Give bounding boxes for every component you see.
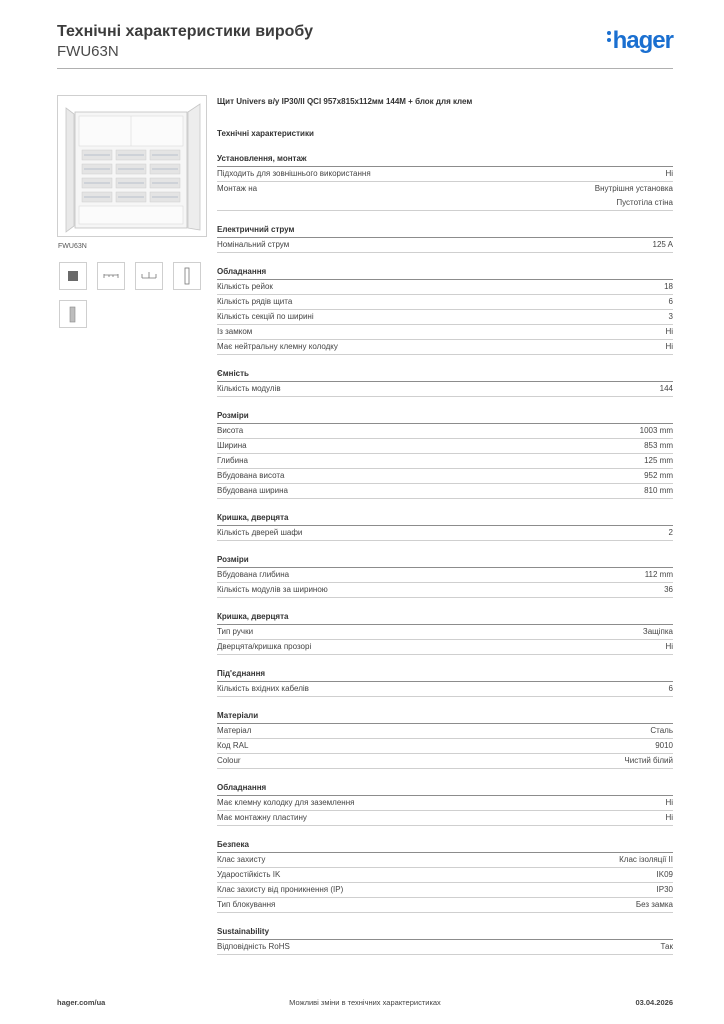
spec-row (217, 526, 673, 541)
spec-label: Код RAL (217, 741, 249, 750)
spec-label: Має нейтральну клемну колодку (217, 342, 338, 351)
spec-section (217, 553, 673, 598)
spec-row (217, 625, 673, 640)
spec-label: Монтаж на (217, 184, 258, 193)
spec-label: Кількість секцій по ширині (217, 312, 314, 321)
spec-row (217, 469, 673, 484)
spec-row (217, 811, 673, 826)
spec-value: Ні (665, 642, 673, 651)
spec-value: IP30 (656, 885, 673, 894)
spec-value: Ні (665, 169, 673, 178)
footer-note: Можливі зміни в технічних характеристиках (289, 998, 441, 1007)
spec-row (217, 167, 673, 182)
spec-row (217, 280, 673, 295)
spec-row (217, 484, 673, 499)
spec-row (217, 868, 673, 883)
logo-text: hager (612, 27, 673, 54)
spec-label: Вбудована висота (217, 471, 285, 480)
spec-section (217, 152, 673, 211)
spec-row (217, 382, 673, 397)
spec-value: Ні (665, 342, 673, 351)
thumbnail-side-profile[interactable] (59, 300, 87, 328)
spec-label: Має монтажну пластину (217, 813, 307, 822)
spec-row (217, 454, 673, 469)
thumbnail-front-view[interactable] (59, 262, 87, 290)
logo-dots-icon (607, 31, 611, 45)
spec-section (217, 838, 673, 913)
page-header (57, 22, 673, 66)
spec-label: Відповідність RoHS (217, 942, 290, 951)
spec-heading: Технічні характеристики (217, 129, 314, 138)
spec-label: Кількість вхідних кабелів (217, 684, 309, 693)
section-title: Обладнання (217, 781, 673, 796)
spec-row (217, 940, 673, 955)
spec-value: 112 mm (644, 570, 673, 579)
spec-value: Ні (665, 798, 673, 807)
spec-section (217, 367, 673, 397)
spec-row (217, 739, 673, 754)
spec-section (217, 610, 673, 655)
spec-label: Номінальний струм (217, 240, 290, 249)
spec-label: Із замком (217, 327, 253, 336)
section-title: Безпека (217, 838, 673, 853)
spec-row (217, 238, 673, 253)
spec-value: Сталь (650, 726, 673, 735)
spec-section (217, 223, 673, 253)
product-code: FWU63N (57, 43, 119, 60)
spec-label: Тип ручки (217, 627, 254, 636)
spec-section (217, 409, 673, 499)
spec-value: 125 A (652, 240, 673, 249)
section-title: Матеріали (217, 709, 673, 724)
spec-row (217, 883, 673, 898)
spec-row (217, 182, 673, 211)
spec-label: Матеріал (217, 726, 252, 735)
spec-value: 2 (668, 528, 673, 537)
spec-row (217, 325, 673, 340)
spec-value: 853 mm (644, 441, 673, 450)
spec-row (217, 724, 673, 739)
section-title: Кришка, дверцята (217, 511, 673, 526)
spec-label: Клас захисту від проникнення (IP) (217, 885, 344, 894)
spec-value: Без замка (635, 900, 673, 909)
spec-section (217, 709, 673, 769)
product-image (57, 95, 207, 237)
thumbnail-dimension-drawing-2[interactable] (135, 262, 163, 290)
spec-section (217, 511, 673, 541)
spec-value: 810 mm (644, 486, 673, 495)
spec-label: Кількість рядів щита (217, 297, 293, 306)
section-title: Ємність (217, 367, 673, 382)
spec-label: Кількість модулів (217, 384, 281, 393)
spec-value: 6 (668, 297, 673, 306)
spec-value: Защіпка (642, 627, 673, 636)
spec-value: Так (660, 942, 673, 951)
hager-logo (607, 27, 673, 55)
spec-row (217, 898, 673, 913)
spec-value: Ні (665, 813, 673, 822)
spec-label: Вбудована ширина (217, 486, 288, 495)
spec-label: Висота (217, 426, 244, 435)
section-title: Кришка, дверцята (217, 610, 673, 625)
section-title: Sustainability (217, 925, 673, 940)
spec-row (217, 640, 673, 655)
spec-value: Чистий білий (624, 756, 673, 765)
spec-row (217, 295, 673, 310)
spec-label: Дверцята/кришка прозорі (217, 642, 312, 651)
footer-date: 03.04.2026 (635, 998, 673, 1007)
spec-label: Кількість рейок (217, 282, 273, 291)
section-title: Електричний струм (217, 223, 673, 238)
spec-label: Кількість модулів за шириною (217, 585, 328, 594)
spec-value: 9010 (655, 741, 673, 750)
spec-row (217, 853, 673, 868)
spec-row (217, 796, 673, 811)
page-footer (57, 998, 673, 1010)
product-name: Щит Univers в/у IP30/II QCI 957х815х112мм 144М + блок для клем (217, 97, 473, 106)
spec-label: Глибина (217, 456, 248, 465)
spec-value: 18 (664, 282, 673, 291)
section-title: Під'єднання (217, 667, 673, 682)
section-title: Розміри (217, 409, 673, 424)
spec-label: Вбудована глибина (217, 570, 290, 579)
spec-row (217, 568, 673, 583)
spec-section (217, 925, 673, 955)
section-title: Установлення, монтаж (217, 152, 673, 167)
spec-value: IK09 (656, 870, 673, 879)
spec-label: Ширина (217, 441, 247, 450)
spec-value: 36 (664, 585, 673, 594)
spec-value: 6 (668, 684, 673, 693)
thumbnail-side-view[interactable] (173, 262, 201, 290)
spec-value: Клас ізоляції II (619, 855, 673, 864)
spec-value: 1003 mm (639, 426, 673, 435)
spec-value: 144 (659, 384, 673, 393)
section-title: Обладнання (217, 265, 673, 280)
spec-content (217, 96, 673, 955)
section-title: Розміри (217, 553, 673, 568)
spec-label: Кількість дверей шафи (217, 528, 303, 537)
spec-label: Має клемну колодку для заземлення (217, 798, 355, 807)
spec-row (217, 424, 673, 439)
spec-value: 3 (668, 312, 673, 321)
page-title: Технічні характеристики виробу (57, 23, 313, 40)
spec-row (217, 310, 673, 325)
spec-label: Тип блокування (217, 900, 276, 909)
spec-section (217, 265, 673, 355)
spec-section (217, 667, 673, 697)
spec-value: 125 mm (644, 456, 673, 465)
image-caption: FWU63N (58, 243, 87, 250)
spec-row (217, 682, 673, 697)
footer-website-link[interactable]: hager.com/ua (57, 998, 106, 1007)
spec-section (217, 781, 673, 826)
spec-label: Ударостійкість IK (217, 870, 281, 879)
thumbnail-dimension-drawing-1[interactable] (97, 262, 125, 290)
spec-label: Підходить для зовнішнього використання (217, 169, 371, 178)
spec-label: Клас захисту (217, 855, 266, 864)
spec-row (217, 340, 673, 355)
spec-row (217, 583, 673, 598)
spec-value: Внутрішня установка Пустотіла стіна (594, 184, 673, 207)
spec-sections (217, 152, 673, 955)
spec-row (217, 754, 673, 769)
header-divider (57, 68, 673, 69)
spec-value: 952 mm (644, 471, 673, 480)
spec-row (217, 439, 673, 454)
spec-label: Colour (217, 756, 241, 765)
spec-value: Ні (665, 327, 673, 336)
